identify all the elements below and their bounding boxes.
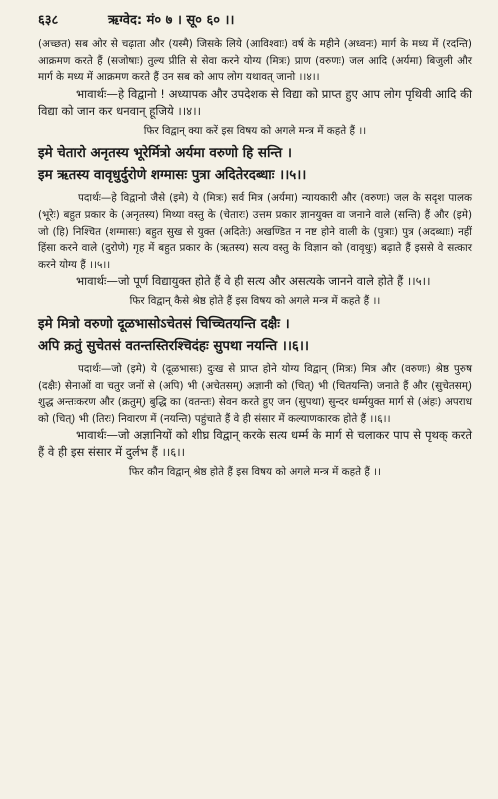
mantra-intro-6: फिर विद्वान् कैसे श्रेष्ठ होते हैं इस विषय को अगले मन्त्र में कहते हैं ।।	[129, 295, 381, 308]
mantra-5-line-1: इमे चेतारो अनृतस्य भूरेर्मित्रो अर्यमा वरुणो हि सन्ति ।	[38, 146, 292, 162]
mantra-intro-7: फिर कौन विद्वान् श्रेष्ठ होते हैं इस विषय को अगले मन्त्र में कहते हैं ।।	[128, 466, 382, 479]
bhavartha-6: भावार्थः—जो अज्ञानियों को शीघ्र विद्वान् करके सत्य धर्म्म के मार्ग से चलाकर पाप से पृथक् करते हैं वे ही इस संसार में दुर्लभ हैं ।।६।।	[38, 428, 472, 460]
bhavartha-4: भावार्थः—हे विद्वानो ! अध्यापक और उपदेशक से विद्या को प्राप्त हुए आप लोग पृथिवी आदि की विद्या को जान कर धनवान् हूजिये ।।४।।	[38, 86, 472, 118]
mantra-5-line-2: इम ऋतस्य वावृधुर्दुरोणे शग्मासः पुत्रा अदितेरदब्धाः ।।५।।	[38, 168, 307, 184]
padartha-5: पदार्थः—हे विद्वानो जैसे (इमे) ये (मित्रः) सर्व मित्र (अर्यमा) न्यायकारी और (वरुणः) जल के सदृश पालक (भूरेः) बहुत प्रकार के (अनृतस्य) मिथ्या वस्तु के (चेतारः) उत्तम प्रकार ज्ञानयुक्त वा जनाने वाले (सन्ति) हैं और (इमे) जो (हि) निश्चित (शग्मासः) बहुत सुख से युक्त (अदितेः) अखण्डित न नष्ट होने वाली के (पुत्राः) पुत्र (अदब्धाः) नहीं हिंसा करने वाले (दुरोणे) गृह में बहुत प्रकार के (ऋतस्य) सत्य वस्तु के विज्ञान को (वावृधुः) बढ़ाते हैं इससे वे सत्कार करने योग्य हैं ।।५।।	[38, 192, 472, 271]
padartha-6: पदार्थः—जो (इमे) ये (दूळभासः) दुःख से प्राप्त होने योग्य विद्वान् (मित्रः) मित्र और (वरुणः) श्रेष्ठ पुरुष (दक्षैः) सेनाओं वा चतुर जनों से (अपि) भी (अचेतसम्) अज्ञानी को (चित्) भी (चितयन्ति) जनाते हैं और (सुचेतसम्) शुद्ध अन्तःकरण और (क्रतुम्) बुद्धि का (वतन्तः) सेवन करते हुए जन (सुपथा) सुन्दर धर्म्मयुक्त मार्ग से (अंहः) अपराध को (चित्) भी (तिरः) निवारण में (नयन्ति) पहुंचाते हैं वे ही संसार में कल्याणकारक होते हैं ।।६।।	[38, 362, 472, 425]
bhavartha-5: भावार्थः—जो पूर्ण विद्यायुक्त होते हैं वे ही सत्य और असत्यके जानने वाले होते हैं ।।५।।	[76, 274, 431, 289]
page-number: ६३८	[38, 13, 59, 28]
running-title: ऋग्वेद: मं० ७ । सू० ६० ।।	[108, 13, 235, 28]
padartha-continuation: (अच्छत) सब ओर से चढ़ाता और (यस्मै) जिसके लिये (आविश्वाः) वर्ष के महीने (अध्वनः) मार्ग के मध्य में (रदन्ति) आक्रमण करते हैं (सजोषाः) तुल्य प्रीति से सेवा करने योग्य (मित्रः) प्राण (वरुणः) जल आदि (अर्यमा) बिजुली और मार्ग के मध्य में आक्रमण करते हैं उन सब को आप लोग यथावत् जानो ।।४।।	[38, 38, 472, 84]
mantra-6-line-1: इमे मित्रो वरुणो दूळभासोऽचेतसं चिच्चितयन्ति दक्षैः ।	[38, 316, 290, 332]
page-header	[38, 10, 472, 36]
mantra-intro-5: फिर विद्वान् क्या करें इस विषय को अगले मन्त्र में कहते हैं ।।	[143, 124, 367, 137]
mantra-6-line-2: अपि क्रतुं सुचेतसं वतन्तस्तिरश्चिदंहः सुपथा नयन्ति ।।६।।	[38, 338, 310, 354]
